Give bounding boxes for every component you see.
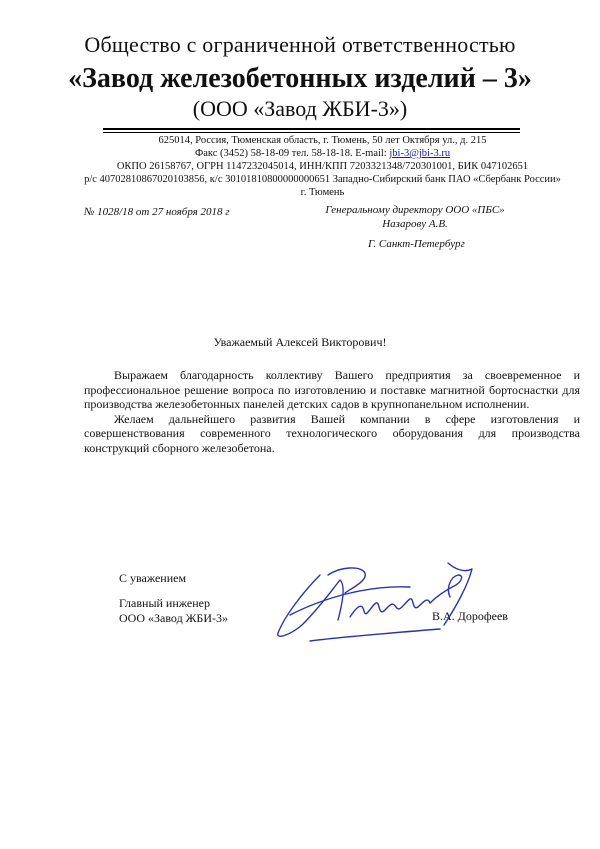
addressee-name: Назарову А.В. (382, 218, 448, 230)
company-contacts (80, 147, 565, 160)
company-bank-details: р/с 40702810867020103856, к/с 30101810800000000651 Западно-Сибирский банк ПАО «Сбербанк России» г. Тюмень (84, 174, 561, 198)
closing-phrase: С уважением (119, 571, 187, 585)
fax-phone-text: Факс (3452) 58-18-09 тел. 58-18-18. E-mail: (194, 148, 390, 159)
letter-body (84, 368, 580, 456)
addressee-city: Г. Санкт-Петербург (368, 238, 465, 250)
signer-block (119, 596, 228, 625)
signer-title: Главный инженер (119, 596, 210, 610)
company-requisites (80, 134, 565, 199)
handwritten-signature (250, 545, 480, 645)
company-codes: ОКПО 26158767, ОГРН 1147232045014, ИНН/КПП 7203321348/720301001, БИК 047102651 (116, 161, 529, 172)
letter-number-date: № 1028/18 от 27 ноября 2018 г (84, 206, 230, 218)
body-paragraph-2: Желаем дальнейшего развития Вашей компании в сфере изготовления и совершенствования современного технологического оборудования для производства конструкций сборного железобетона. (84, 411, 580, 455)
org-short-name: (ООО «Завод ЖБИ-3») (192, 96, 408, 121)
addressee-position: Генеральному директору ООО «ПБС» (325, 204, 505, 216)
signer-name: В.А. Дорофеев (432, 609, 508, 623)
org-full-name: «Завод железобетонных изделий – 3» (68, 63, 532, 94)
company-address: 625014, Россия, Тюменская область, г. Тюмень, 50 лет Октября ул., д. 215 (158, 135, 487, 146)
org-legal-form: Общество с ограниченной ответственностью (84, 32, 516, 57)
signer-company: ООО «Завод ЖБИ-3» (119, 610, 228, 625)
addressee-block (300, 203, 530, 231)
header-divider-thick (103, 128, 520, 130)
email-link[interactable]: jbi-3@jbi-3.ru (389, 148, 451, 159)
header-divider-thin (103, 132, 520, 133)
salutation: Уважаемый Алексей Викторович! (213, 335, 387, 349)
body-paragraph-1: Выражаем благодарность коллективу Вашего предприятия за своевременное и профессиональное решение вопроса по изготовлению и поставке магнитной бортоснастки для производства железобетонных панелей детских садов в крупнопанельном исполнении. (84, 368, 580, 412)
